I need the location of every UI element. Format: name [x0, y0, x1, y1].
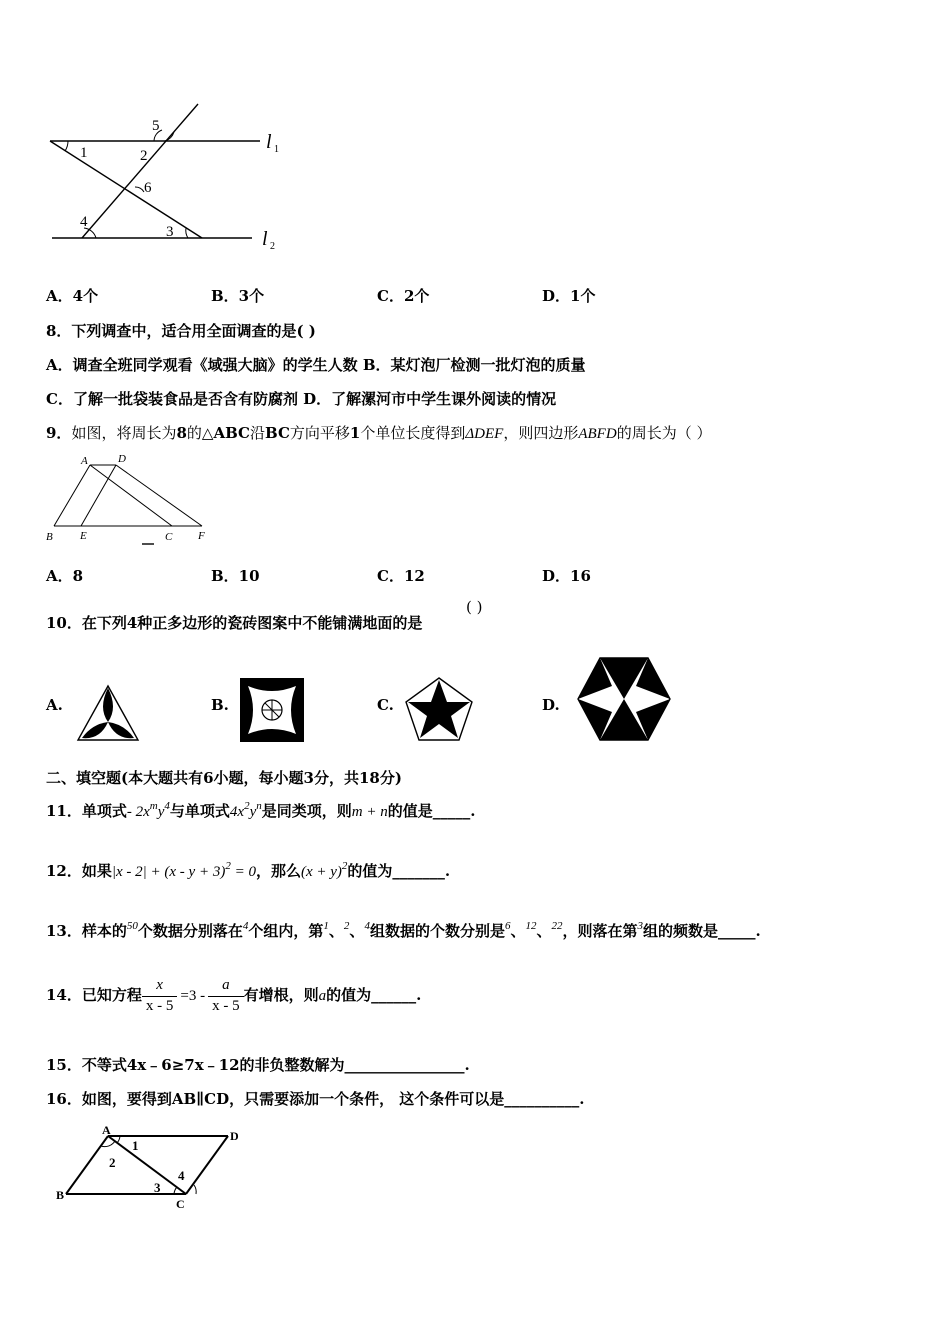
q10-option-b[interactable]: B. — [211, 696, 229, 714]
q9-text-e: 个单位长度得到 — [360, 424, 466, 442]
q9-side: BC — [265, 424, 290, 442]
q9-triangle: △ABC — [201, 424, 250, 442]
q14 — [46, 976, 421, 1016]
q9-text-d: 方向平移 — [289, 424, 350, 442]
q9-text-b: 的 — [186, 424, 202, 442]
q9-number: 9． — [46, 424, 72, 442]
q16-label-b: B — [56, 1188, 65, 1202]
line-label-l2: l — [262, 228, 268, 250]
q16-label-2: 2 — [109, 1155, 116, 1170]
q11-expression: m + n — [351, 804, 388, 820]
q8-options-row2[interactable]: C．了解一批袋装食品是否含有防腐剂 D．了解漯河市中学生课外阅读的情况 — [46, 390, 557, 408]
q9-label-b: B — [46, 531, 53, 543]
q14-text-c: 的值为______. — [326, 986, 422, 1004]
q12-expression: (x + y) — [300, 864, 342, 880]
q13-count-2: 12 — [525, 920, 537, 932]
line-label-l1-sub: 1 — [274, 144, 279, 155]
q16-label-d: D — [230, 1129, 239, 1143]
q12-text-b: ，那么 — [255, 862, 301, 880]
q13-group-4: 4 — [364, 920, 370, 932]
q16-label-1: 1 — [132, 1138, 139, 1153]
q16-label-4: 4 — [178, 1168, 185, 1183]
q13 — [46, 920, 761, 941]
q11-mono1-y: y — [157, 804, 165, 820]
q15-text-a: 15．不等式 — [46, 1056, 127, 1074]
q11-text-d: 的值是_____. — [387, 802, 476, 820]
q9-units: 1 — [349, 424, 361, 442]
q16-label-a: A — [102, 1123, 111, 1137]
q12-equation-end: = 0 — [230, 864, 256, 880]
q15 — [46, 1054, 470, 1075]
tile-pattern-b — [240, 678, 304, 742]
q15-text-b: 的非负整数解为________________. — [239, 1056, 470, 1074]
q7-option-d[interactable]: D．1个 — [542, 287, 596, 305]
q14-equals: =3 - — [180, 988, 206, 1004]
q14-text-a: 14．已知方程 — [46, 986, 142, 1004]
q13-count-1: 6 — [504, 920, 511, 932]
angle-label-2: 2 — [140, 148, 148, 164]
q7-option-c[interactable]: C．2个 — [377, 287, 430, 305]
q11-monomial-1: - 2x — [126, 804, 150, 820]
q14-variable: a — [318, 988, 327, 1004]
q10-option-d[interactable]: D. — [542, 696, 560, 714]
q13-text-c: 个组内，第 — [248, 922, 324, 940]
q13-sep-1: 、 — [328, 922, 344, 940]
q9-text-c: 沿 — [249, 424, 265, 442]
q9-option-d[interactable]: D．16 — [542, 567, 591, 585]
tile-pattern-c — [404, 676, 474, 742]
q10-paren: ( ) — [466, 598, 483, 616]
q9-option-a[interactable]: A．8 — [46, 567, 84, 585]
angle-label-4: 4 — [80, 214, 88, 230]
q13-count-3: 22 — [551, 920, 563, 932]
q11-text-a: 11．单项式 — [46, 802, 127, 820]
section-2-title: 二、填空题(本大题共有6小题，每小题3分，共18分) — [46, 769, 402, 787]
q9-option-b[interactable]: B．10 — [211, 567, 260, 585]
q13-text-e: ，则落在第 — [562, 922, 638, 940]
q11-text-b: 与单项式 — [169, 802, 230, 820]
q9-text-a: 如图，将周长为 — [71, 424, 177, 442]
q12-text-c: 的值为_______. — [347, 862, 451, 880]
tile-pattern-a — [76, 684, 140, 742]
q9-option-c[interactable]: C．12 — [377, 567, 425, 585]
q9-label-a: A — [81, 455, 88, 467]
q9-label-d: D — [118, 453, 126, 465]
q14-fraction-2 — [208, 976, 244, 1016]
tile-pattern-d — [576, 656, 672, 742]
q9-label-c: C — [165, 531, 173, 543]
q9-quad: ABFD — [578, 426, 617, 442]
q12-equation: |x - 2| + (x - y + 3) — [111, 864, 226, 880]
q13-sample-size: 50 — [126, 920, 138, 932]
q11-text-c: 是同类项，则 — [261, 802, 352, 820]
q13-text-f: 组的频数是_____. — [643, 922, 761, 940]
q13-group-2: 2 — [343, 920, 350, 932]
q9-perimeter: 8 — [176, 424, 187, 442]
q14-frac2-denominator: x - 5 — [212, 997, 240, 1014]
q13-text-d: 组数据的个数分别是 — [369, 922, 505, 940]
q9-text-f: ，则四边形 — [503, 424, 579, 442]
q12-expression-exp: 2 — [341, 860, 348, 872]
q13-sep-3: 、 — [510, 922, 526, 940]
q11-mono1-exp-m: m — [149, 800, 158, 812]
line-label-l1: l — [266, 131, 272, 153]
translation-figure-q9 — [42, 450, 222, 550]
q9-label-f: F — [198, 530, 205, 542]
q16-stem: 16．如图，要得到AB∥CD，只需要添加一个条件， 这个条件可以是__________. — [46, 1090, 585, 1108]
q12 — [46, 860, 450, 881]
q16-label-c: C — [176, 1197, 185, 1211]
q10-option-a[interactable]: A. — [46, 696, 63, 714]
q9-text-g: 的周长为（ ） — [616, 424, 712, 442]
q11-mono2-y: y — [249, 804, 257, 820]
angle-figure-q7 — [40, 100, 300, 250]
q14-frac2-numerator: a — [208, 976, 244, 997]
q15-inequality: 4x﹣6≥7x﹣12 — [126, 1056, 240, 1074]
q13-group-1: 1 — [323, 920, 329, 932]
angle-label-3: 3 — [166, 224, 174, 240]
angle-label-5: 5 — [152, 118, 160, 134]
q13-group-count: 4 — [242, 920, 249, 932]
q12-text-a: 12．如果 — [46, 862, 112, 880]
q8-options-row1[interactable]: A．调查全班同学观看《域强大脑》的学生人数 B．某灯泡厂检测一批灯泡的质量 — [46, 356, 586, 374]
q16-label-3: 3 — [154, 1180, 161, 1195]
angle-label-1: 1 — [80, 145, 88, 161]
q11 — [46, 800, 475, 821]
q13-sep-4: 、 — [536, 922, 552, 940]
angle-label-6: 6 — [144, 180, 152, 196]
q14-text-b: 有增根，则 — [243, 986, 319, 1004]
q14-frac1-numerator: x — [142, 976, 178, 997]
q14-frac1-denominator: x - 5 — [145, 997, 174, 1014]
q11-monomial-2: 4x — [229, 804, 245, 820]
q11-mono1-exp-4: 4 — [164, 800, 170, 812]
q13-text-b: 个数据分别落在 — [137, 922, 243, 940]
q14-fraction-1 — [142, 976, 178, 1016]
q11-mono2-exp-n: n — [256, 800, 262, 812]
q8-stem: 8．下列调查中，适合用全面调查的是( ) — [46, 322, 316, 340]
q9-def: ΔDEF — [465, 426, 504, 442]
parallelogram-figure-q16 — [54, 1122, 254, 1212]
q12-equation-exp: 2 — [225, 860, 231, 872]
line-label-l2-sub: 2 — [270, 241, 275, 252]
q7-option-a[interactable]: A．4个 — [46, 287, 99, 305]
q11-mono2-exp-2: 2 — [244, 800, 250, 812]
q9-stem — [46, 422, 711, 443]
q13-text-a: 13．样本的 — [46, 922, 127, 940]
q13-sep-2: 、 — [349, 922, 365, 940]
q13-group-3: 3 — [637, 920, 643, 932]
q7-option-b[interactable]: B．3个 — [211, 287, 265, 305]
q10-stem: 10．在下列4种正多边形的瓷砖图案中不能铺满地面的是 — [46, 614, 423, 632]
q10-option-c[interactable]: C. — [377, 696, 394, 714]
q9-label-e: E — [80, 530, 87, 542]
